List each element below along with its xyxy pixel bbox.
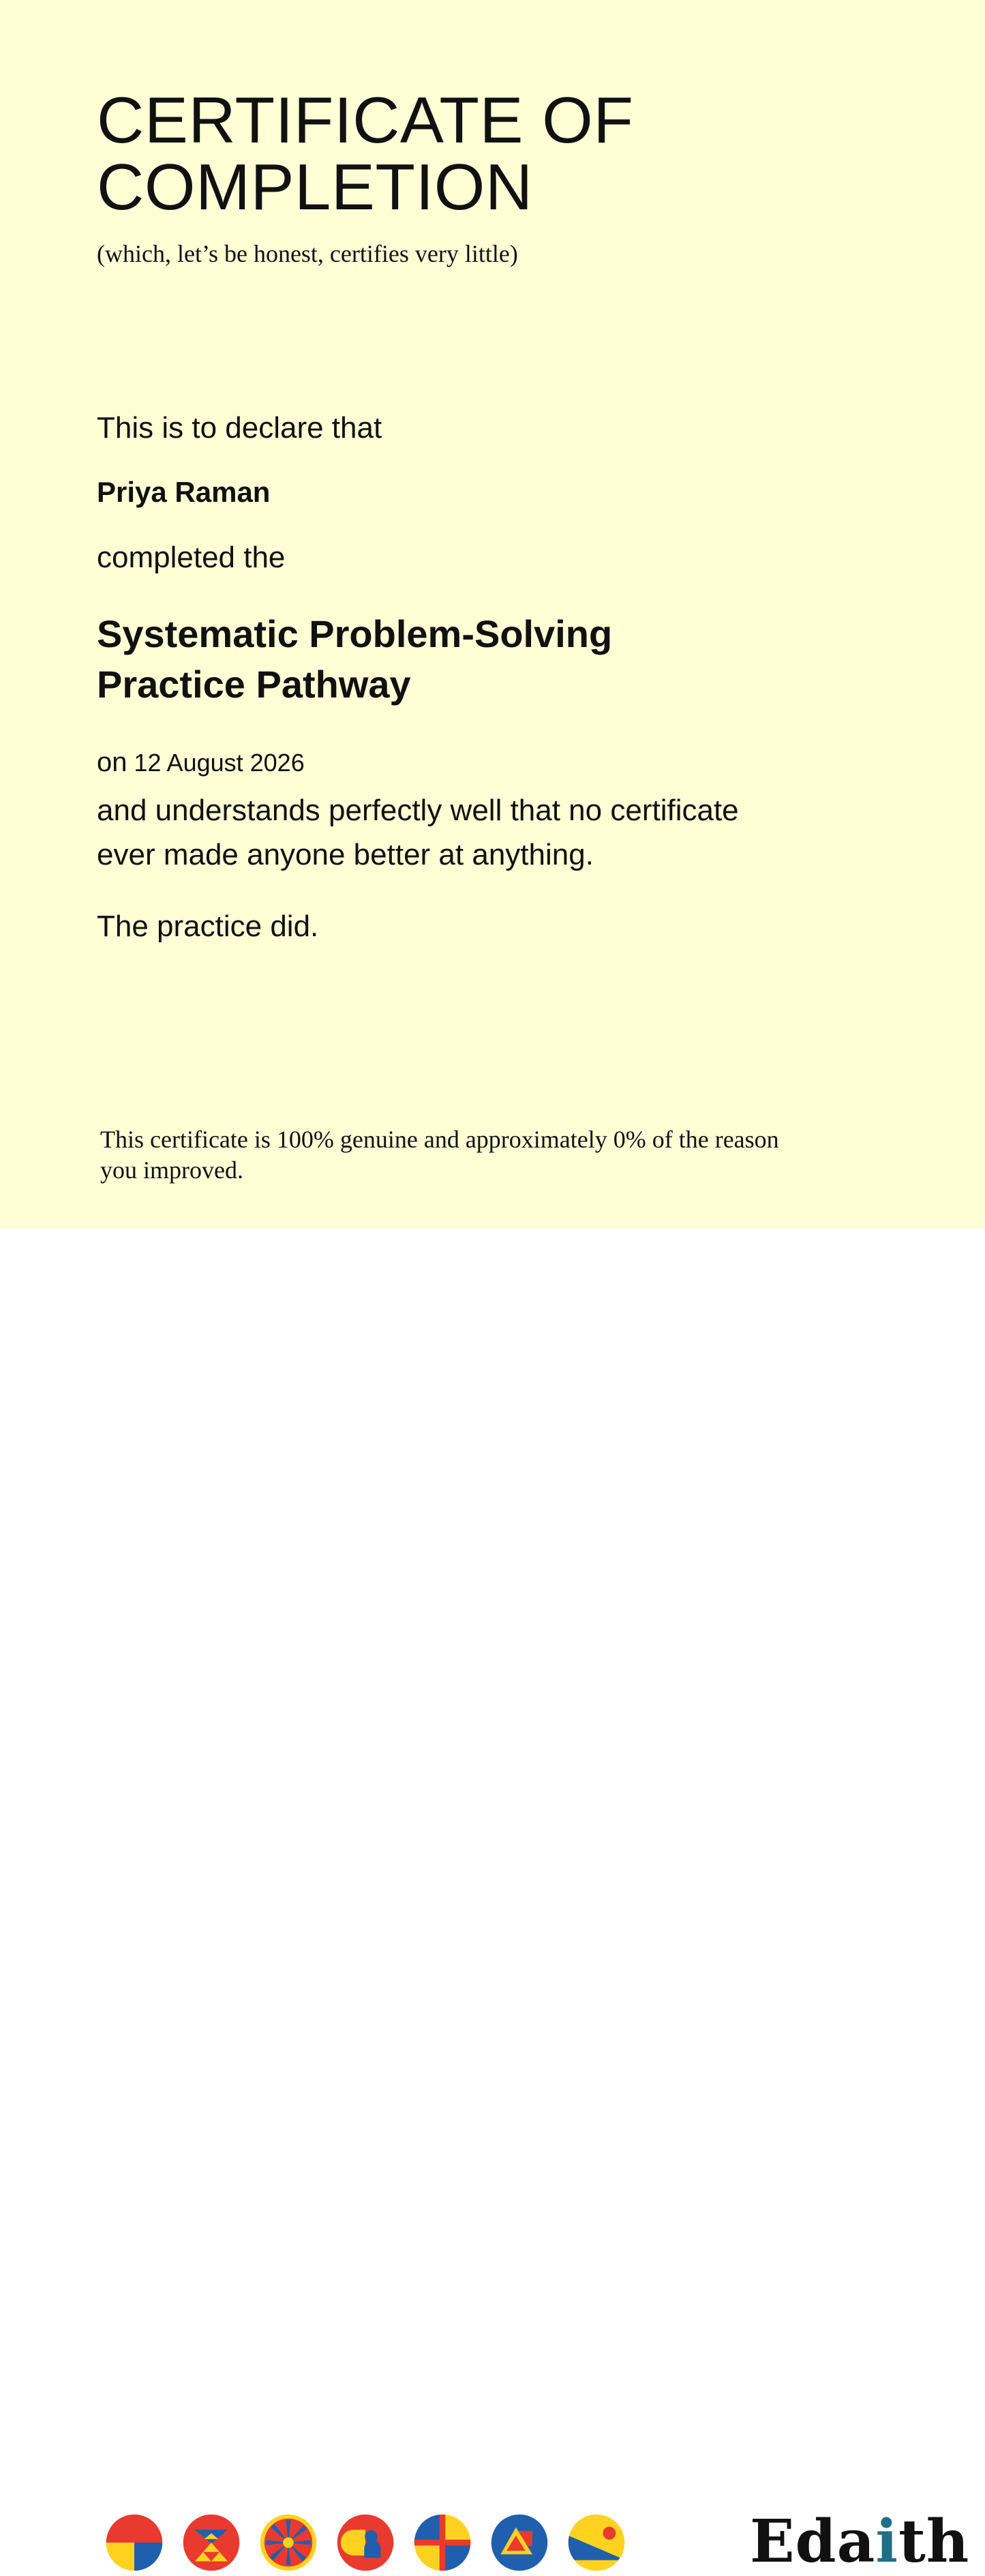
logo-text-accent: i	[875, 2507, 899, 2576]
footer-band	[0, 1229, 985, 2576]
understands-line-2: ever made anyone better at anything.	[97, 838, 594, 871]
recipient-name: Priya Raman	[97, 476, 271, 508]
certificate-paper	[0, 0, 985, 1229]
triangles-badge-icon	[182, 2513, 241, 2572]
declare-text: This is to declare that	[97, 411, 382, 445]
cross-badge-icon	[413, 2513, 472, 2572]
triangle-square-badge-icon	[490, 2513, 549, 2572]
mountain-sun-badge-icon	[567, 2513, 626, 2572]
sunburst-badge-icon	[259, 2513, 318, 2572]
logo-text-prefix: Eda	[750, 2507, 876, 2576]
practice-text: The practice did.	[97, 910, 319, 943]
completed-text: completed the	[97, 541, 286, 574]
course-title-line-2: Practice Pathway	[97, 663, 411, 706]
on-label: on	[97, 747, 127, 777]
title-line-1: CERTIFICATE OF	[97, 84, 634, 157]
understands-text	[97, 788, 847, 877]
quadrant-badge-icon	[105, 2513, 164, 2572]
edaith-logo	[750, 2508, 969, 2576]
shapes-badge-icon	[336, 2513, 395, 2572]
completion-date: 12 August 2026	[134, 749, 305, 777]
course-title	[97, 609, 847, 710]
certificate-title	[97, 84, 847, 224]
logo-text-suffix: th	[898, 2507, 970, 2576]
completion-date-row	[97, 747, 305, 778]
footnote: This certificate is 100% genuine and approximately 0% of the reason you improved.	[100, 1126, 779, 1184]
title-line-2: COMPLETION	[97, 151, 533, 224]
certificate-subtitle: (which, let’s be honest, certifies very little)	[97, 240, 518, 267]
understands-line-1: and understands perfectly well that no certificate	[97, 794, 739, 827]
course-title-line-1: Systematic Problem-Solving	[97, 612, 613, 655]
